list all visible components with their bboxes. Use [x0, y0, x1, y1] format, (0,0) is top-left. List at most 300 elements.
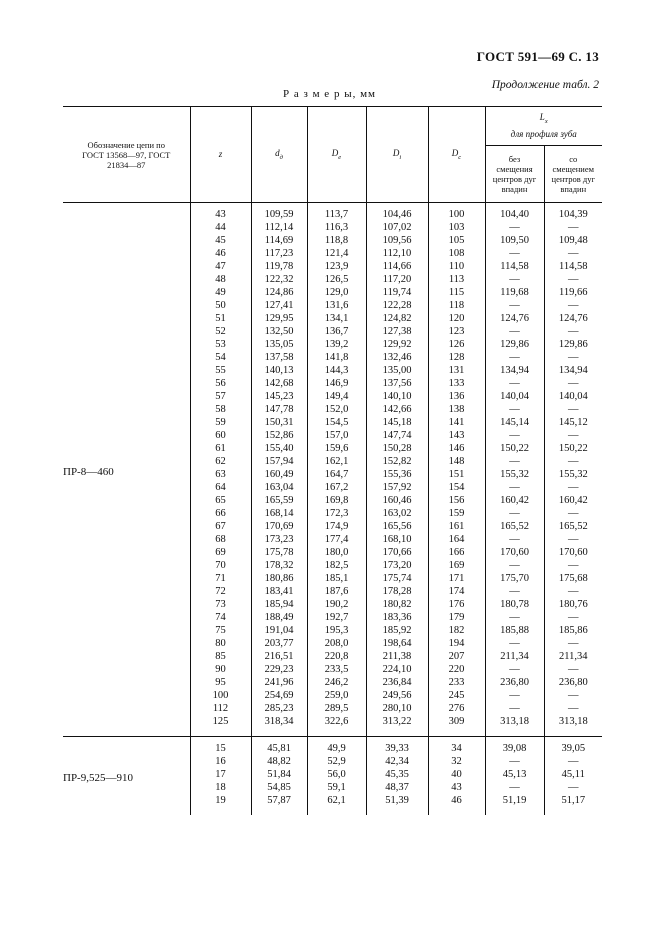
table-cell: 241,96 — [251, 676, 307, 689]
table-cell: 126 — [428, 338, 485, 351]
table-cell: 126,5 — [307, 273, 366, 286]
table-cell: 166 — [428, 546, 485, 559]
table-cell: 150,22 — [558, 443, 588, 454]
table-cell: — — [568, 274, 579, 285]
table-cell: 191,04 — [251, 624, 307, 637]
table-cell: 146 — [428, 442, 485, 455]
table-cell: — — [485, 429, 544, 442]
table-cell: 155,36 — [366, 468, 428, 481]
table-cell: 185,94 — [251, 598, 307, 611]
table-cell: 103 — [428, 221, 485, 234]
table-cell: 145,18 — [366, 416, 428, 429]
spacer-cell — [428, 728, 485, 737]
table-cell: — — [568, 690, 579, 701]
table-cell: 67 — [190, 520, 251, 533]
table-cell: 179 — [428, 611, 485, 624]
table-cell: 123 — [428, 325, 485, 338]
table-cell: 224,10 — [366, 663, 428, 676]
table-cell: 121,4 — [307, 247, 366, 260]
table-cell: 175,70 — [485, 572, 544, 585]
table-cell: — — [485, 273, 544, 286]
table-cell: 105 — [428, 234, 485, 247]
col-L-sub: x — [544, 117, 548, 125]
table-header — [63, 107, 602, 203]
col-dd-sub: д — [279, 153, 283, 161]
spacer-cell — [366, 807, 428, 815]
table-cell: 51,17 — [561, 795, 586, 806]
table-cell: 131 — [428, 364, 485, 377]
table-cell: 141,8 — [307, 351, 366, 364]
table-cell: 57,87 — [251, 794, 307, 807]
table-cell: 169,8 — [307, 494, 366, 507]
table-cell: 180,78 — [485, 598, 544, 611]
table-cell: 137,56 — [366, 377, 428, 390]
table-cell: 236,80 — [485, 676, 544, 689]
table-cell: 114,66 — [366, 260, 428, 273]
table-cell: 175,78 — [251, 546, 307, 559]
table-cell: 309 — [428, 715, 485, 728]
table-cell: — — [568, 222, 579, 233]
table-cell: 185,86 — [558, 625, 588, 636]
table-cell: 65 — [190, 494, 251, 507]
table-cell: 129,95 — [251, 312, 307, 325]
table-cell: 152,82 — [366, 455, 428, 468]
table-cell: 152,86 — [251, 429, 307, 442]
table-cell: 108 — [428, 247, 485, 260]
table-cell: 39,05 — [561, 743, 586, 754]
table-cell: — — [568, 508, 579, 519]
table-cell: 51,39 — [366, 794, 428, 807]
table-cell: 185,88 — [485, 624, 544, 637]
table-cell: 124,76 — [558, 313, 588, 324]
table-cell: 148 — [428, 455, 485, 468]
table-cell: 45,81 — [251, 737, 307, 756]
table-cell: 110 — [428, 260, 485, 273]
table-cell: — — [485, 781, 544, 794]
table-cell: 63 — [190, 468, 251, 481]
table-cell: 169 — [428, 559, 485, 572]
spacer-cell — [485, 807, 544, 815]
col-Di-label: D — [392, 148, 400, 159]
spacer-cell — [544, 728, 602, 737]
table-cell: 56 — [190, 377, 251, 390]
table-cell: 159 — [428, 507, 485, 520]
table-cell: 49,9 — [307, 737, 366, 756]
table-cell: 170,66 — [366, 546, 428, 559]
table-cell: 104,39 — [558, 209, 588, 220]
spacer-cell — [251, 807, 307, 815]
col-profile-label: для профиля зуба — [510, 129, 577, 140]
spacer-cell — [307, 728, 366, 737]
table-cell: 51,19 — [485, 794, 544, 807]
col-Dc-label: D — [451, 148, 459, 159]
table-cell: 160,49 — [251, 468, 307, 481]
table-cell: 254,69 — [251, 689, 307, 702]
table-cell: 322,6 — [307, 715, 366, 728]
table-cell: 220 — [428, 663, 485, 676]
table-cell: 109,50 — [485, 234, 544, 247]
table-cell: 174,9 — [307, 520, 366, 533]
table-cell: — — [485, 559, 544, 572]
spacer-cell — [485, 728, 544, 737]
table-cell: — — [568, 378, 579, 389]
table-cell: 16 — [190, 755, 251, 768]
table-cell: 120 — [428, 312, 485, 325]
table-cell: 115 — [428, 286, 485, 299]
table-cell: 289,5 — [307, 702, 366, 715]
table-cell: 168,14 — [251, 507, 307, 520]
table-cell: 61 — [190, 442, 251, 455]
table-cell: — — [568, 612, 579, 623]
table-cell: 45,13 — [485, 768, 544, 781]
table-cell: 54 — [190, 351, 251, 364]
col-De-sub: e — [338, 153, 342, 161]
col-De-header — [307, 107, 366, 203]
table-cell: 107,02 — [366, 221, 428, 234]
table-cell: 211,38 — [366, 650, 428, 663]
table-cell: 44 — [190, 221, 251, 234]
col-offset-label: со смещением центров дуг впадин — [551, 154, 595, 194]
col-z-label: z — [218, 149, 223, 159]
table-cell: 100 — [190, 689, 251, 702]
table-cell: 161 — [428, 520, 485, 533]
table-cell: 183,41 — [251, 585, 307, 598]
table-cell: 15 — [190, 737, 251, 756]
sizes-caption: Р а з м е р ы, мм — [283, 88, 377, 100]
table-cell: 194 — [428, 637, 485, 650]
table-cell: — — [485, 377, 544, 390]
table-cell: 119,74 — [366, 286, 428, 299]
table-cell: 51,84 — [251, 768, 307, 781]
table-cell: — — [568, 482, 579, 493]
table-cell: 155,32 — [485, 468, 544, 481]
table-cell: — — [568, 782, 579, 793]
table-cell: — — [568, 703, 579, 714]
table-cell: 155,32 — [558, 469, 588, 480]
table-cell: 135,05 — [251, 338, 307, 351]
table-cell: 165,52 — [558, 521, 588, 532]
table-cell: 211,34 — [485, 650, 544, 663]
table-cell: 178,28 — [366, 585, 428, 598]
table-cell: 185,92 — [366, 624, 428, 637]
table-cell: 42,34 — [366, 755, 428, 768]
table-cell: 52 — [190, 325, 251, 338]
table-cell: 154,5 — [307, 416, 366, 429]
spacer-cell — [544, 807, 602, 815]
table-cell: 136 — [428, 390, 485, 403]
spacer-cell — [251, 728, 307, 737]
table-cell: 117,20 — [366, 273, 428, 286]
table-cell: 313,22 — [366, 715, 428, 728]
col-designation-label: Обозначение цепи по ГОСТ 13568—97, ГОСТ 21834—87 — [82, 139, 171, 170]
table-cell: 122,28 — [366, 299, 428, 312]
table-cell: 208,0 — [307, 637, 366, 650]
table-cell: 46 — [428, 794, 485, 807]
table-cell: 145,14 — [485, 416, 544, 429]
table-cell: 211,34 — [559, 651, 588, 662]
table-cell: 192,7 — [307, 611, 366, 624]
table-cell: — — [568, 248, 579, 259]
table-cell: — — [568, 664, 579, 675]
table-cell: 54,85 — [251, 781, 307, 794]
table-cell: 45,11 — [561, 769, 585, 780]
table-cell: 145,12 — [558, 417, 588, 428]
table-cell: — — [485, 533, 544, 546]
table-cell: 155,40 — [251, 442, 307, 455]
table-cell: 124,82 — [366, 312, 428, 325]
table-cell: — — [568, 756, 579, 767]
table-cell: 198,64 — [366, 637, 428, 650]
table-cell: 129,0 — [307, 286, 366, 299]
table-cell: 174 — [428, 585, 485, 598]
table-cell: — — [485, 403, 544, 416]
table-cell: 34 — [428, 737, 485, 756]
table-cell: 207 — [428, 650, 485, 663]
table-cell: 182,5 — [307, 559, 366, 572]
table-cell: 124,86 — [251, 286, 307, 299]
table-cell: 313,18 — [558, 716, 588, 727]
table-cell: 109,48 — [558, 235, 588, 246]
table-cell: 119,68 — [485, 286, 544, 299]
table-cell: 113 — [428, 273, 485, 286]
chain-designation: ПР-9,525—910 — [63, 737, 190, 816]
spacer-cell — [366, 728, 428, 737]
table-cell: 117,23 — [251, 247, 307, 260]
table-cell: 150,28 — [366, 442, 428, 455]
table-cell: — — [568, 430, 579, 441]
table-cell: 129,86 — [485, 338, 544, 351]
table-cell: — — [485, 637, 544, 650]
table-cell: 58 — [190, 403, 251, 416]
table-cell: 39,33 — [366, 737, 428, 756]
table-cell: 154 — [428, 481, 485, 494]
table-continuation-note: Продолжение табл. 2 — [491, 79, 599, 91]
table-cell: — — [485, 689, 544, 702]
table-row — [63, 737, 602, 756]
table-cell: 157,0 — [307, 429, 366, 442]
table-cell: 246,2 — [307, 676, 366, 689]
table-cell: 313,18 — [485, 715, 544, 728]
table-cell: 57 — [190, 390, 251, 403]
table-cell: 220,8 — [307, 650, 366, 663]
table-cell: 280,10 — [366, 702, 428, 715]
table-cell: 119,78 — [251, 260, 307, 273]
table-cell: 62,1 — [307, 794, 366, 807]
table-cell: 70 — [190, 559, 251, 572]
spacer-cell — [428, 807, 485, 815]
table-cell: 142,68 — [251, 377, 307, 390]
table-cell: 134,1 — [307, 312, 366, 325]
table-cell: 127,38 — [366, 325, 428, 338]
table-cell: 80 — [190, 637, 251, 650]
table-cell: 190,2 — [307, 598, 366, 611]
table-cell: 249,56 — [366, 689, 428, 702]
table-cell: 132,46 — [366, 351, 428, 364]
table-cell: 233 — [428, 676, 485, 689]
table-cell: 43 — [428, 781, 485, 794]
table-cell: 46 — [190, 247, 251, 260]
table-cell: 147,74 — [366, 429, 428, 442]
table-cell: 116,3 — [307, 221, 366, 234]
table-cell: 147,78 — [251, 403, 307, 416]
table-cell: 53 — [190, 338, 251, 351]
table-cell: 56,0 — [307, 768, 366, 781]
table-cell: 233,5 — [307, 663, 366, 676]
col-offset-header — [544, 146, 602, 203]
table-cell: 134,94 — [485, 364, 544, 377]
table-cell: 73 — [190, 598, 251, 611]
table-cell: 60 — [190, 429, 251, 442]
table-cell: — — [568, 456, 579, 467]
page-header: ГОСТ 591—69 С. 13 — [476, 49, 599, 64]
table-cell: 145,23 — [251, 390, 307, 403]
table-cell: — — [485, 351, 544, 364]
table-cell: 104,40 — [485, 203, 544, 222]
table-cell: 137,58 — [251, 351, 307, 364]
spacer-cell — [190, 807, 251, 815]
table-cell: 118 — [428, 299, 485, 312]
table-cell: — — [568, 300, 579, 311]
table-cell: — — [485, 481, 544, 494]
table-cell: 72 — [190, 585, 251, 598]
table-cell: 122,32 — [251, 273, 307, 286]
table-cell: — — [568, 586, 579, 597]
table-cell: 180,0 — [307, 546, 366, 559]
table-cell: 90 — [190, 663, 251, 676]
table-cell: 135,00 — [366, 364, 428, 377]
table-cell: — — [485, 507, 544, 520]
table-cell: 177,4 — [307, 533, 366, 546]
table-cell: 176 — [428, 598, 485, 611]
col-Dc-sub: c — [458, 153, 462, 161]
table-cell: 236,84 — [366, 676, 428, 689]
col-dd-label: d — [275, 148, 280, 159]
table-cell: 48,37 — [366, 781, 428, 794]
table-cell: 39,08 — [485, 737, 544, 756]
col-Di-sub: i — [399, 153, 402, 161]
table-cell: 195,3 — [307, 624, 366, 637]
table-cell: 143 — [428, 429, 485, 442]
table-cell: 109,56 — [366, 234, 428, 247]
table-cell: 165,59 — [251, 494, 307, 507]
table-cell: 175,68 — [558, 573, 588, 584]
table-cell: — — [568, 404, 579, 415]
table-cell: 49 — [190, 286, 251, 299]
table-cell: 160,42 — [485, 494, 544, 507]
table-cell: 160,46 — [366, 494, 428, 507]
table-cell: 152,0 — [307, 403, 366, 416]
table-cell: 128 — [428, 351, 485, 364]
table-cell: 229,23 — [251, 663, 307, 676]
table-cell: 182 — [428, 624, 485, 637]
col-L-label: L — [539, 111, 545, 122]
table-cell: — — [485, 585, 544, 598]
table-cell: 165,52 — [485, 520, 544, 533]
table-cell: 68 — [190, 533, 251, 546]
table-cell: 140,10 — [366, 390, 428, 403]
table-cell: 109,59 — [251, 203, 307, 222]
table-cell: 47 — [190, 260, 251, 273]
table-cell: 187,6 — [307, 585, 366, 598]
table-cell: — — [485, 455, 544, 468]
table-cell: 171 — [428, 572, 485, 585]
table-cell: 43 — [190, 203, 251, 222]
col-dd-header — [251, 107, 307, 203]
table-cell: 59 — [190, 416, 251, 429]
table-cell: 125 — [190, 715, 251, 728]
table-cell: — — [485, 325, 544, 338]
table-cell: 55 — [190, 364, 251, 377]
col-L-header — [485, 107, 602, 146]
table-cell: 134,94 — [558, 365, 588, 376]
table-cell: 170,69 — [251, 520, 307, 533]
table-cell: — — [485, 221, 544, 234]
table-cell: — — [568, 638, 579, 649]
table-cell: 167,2 — [307, 481, 366, 494]
table-cell: 112,14 — [251, 221, 307, 234]
table-cell: 52,9 — [307, 755, 366, 768]
table-cell: 64 — [190, 481, 251, 494]
table-cell: 146,9 — [307, 377, 366, 390]
table-cell: 188,49 — [251, 611, 307, 624]
table-cell: 157,92 — [366, 481, 428, 494]
table-cell: 156 — [428, 494, 485, 507]
table-cell: 136,7 — [307, 325, 366, 338]
col-no-offset-label: без смещения центров дуг впадин — [492, 154, 537, 194]
table-cell: 140,04 — [485, 390, 544, 403]
table-cell: 123,9 — [307, 260, 366, 273]
table-cell: 59,1 — [307, 781, 366, 794]
table-cell: 149,4 — [307, 390, 366, 403]
table-cell: 245 — [428, 689, 485, 702]
table-cell: 113,7 — [307, 203, 366, 222]
table-cell: 144,3 — [307, 364, 366, 377]
table-cell: 119,66 — [559, 287, 588, 298]
table-cell: 100 — [428, 203, 485, 222]
table-cell: 172,3 — [307, 507, 366, 520]
table-cell: 163,02 — [366, 507, 428, 520]
table-cell: 318,34 — [251, 715, 307, 728]
table-cell: — — [568, 326, 579, 337]
table-cell: 164,7 — [307, 468, 366, 481]
table-cell: 160,42 — [558, 495, 588, 506]
spacer-cell — [190, 728, 251, 737]
table-cell: 151 — [428, 468, 485, 481]
table-cell: 163,04 — [251, 481, 307, 494]
table-cell: 180,76 — [558, 599, 588, 610]
table-cell: — — [485, 702, 544, 715]
table-cell: 159,6 — [307, 442, 366, 455]
table-cell: 216,51 — [251, 650, 307, 663]
table-cell: 114,58 — [485, 260, 544, 273]
table-cell: 133 — [428, 377, 485, 390]
table-cell: — — [485, 755, 544, 768]
table-cell: 170,60 — [485, 546, 544, 559]
col-Di-header — [366, 107, 428, 203]
table-cell: — — [568, 534, 579, 545]
table-cell: 150,22 — [485, 442, 544, 455]
table-cell: 40 — [428, 768, 485, 781]
table-cell: 45 — [190, 234, 251, 247]
table-cell: 48 — [190, 273, 251, 286]
table-cell: — — [485, 247, 544, 260]
table-cell: 131,6 — [307, 299, 366, 312]
table-cell: 276 — [428, 702, 485, 715]
table-cell: 180,86 — [251, 572, 307, 585]
table-cell: 168,10 — [366, 533, 428, 546]
table-cell: — — [568, 560, 579, 571]
table-cell: 74 — [190, 611, 251, 624]
